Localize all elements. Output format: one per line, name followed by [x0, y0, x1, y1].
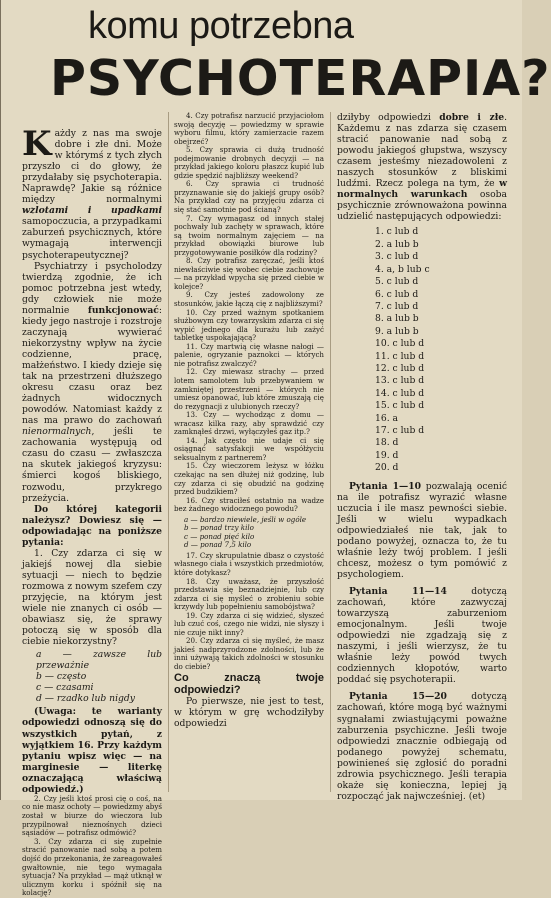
p2-text-a: Psychiatrzy i psycholodzy twierdzą zgodnie, że ich pomoc potrzebna jest wtedy, gdy człowiek nie może normalnie [22, 260, 162, 316]
p2-text-c: : kiedy jego nastroje i rozstroje zaczynają wywierać niekorzystny wpływ na życie codzienne, pracę, małżeństwo. I kiedy dzieje się tak na przestrzeni dłuższego okresu czasu oraz bez żadnych widocznych powodów. Natomiast każdy z nas ma prawo do zachowań [22, 304, 162, 427]
question-13: 13. Czy — wychodząc z domu — wracasz kilka razy, aby sprawdzić czy zamknąłeś drzwi, wyłączyłeś gaz itp.? [174, 410, 324, 437]
answer-key-row: 13. c lub d [375, 375, 425, 387]
answer-key-row: 4. a, b lub c [375, 263, 430, 275]
answer-key-row: 17. c lub d [375, 424, 425, 436]
answer-key-row: 8. a lub b [375, 313, 419, 325]
answer-key-row: 16. a [375, 412, 399, 424]
answer-key-row: 15. c lub d [375, 400, 425, 412]
answer-key-row: 18. d [375, 437, 399, 449]
answer-key [375, 226, 507, 474]
question-12: 12. Czy miewasz strachy — przed lotem samolotem lub przebywaniem w zamkniętej przestrzeni — których nie umiesz opanować, lub które zmuszają cię do rezygnacji z ulubionych rzeczy? [174, 367, 324, 411]
title-line-1: komu potrzebna [88, 5, 354, 47]
question-8: 8. Czy potrafisz zaręczać, jeśli ktoś niewłaściwie się wobec ciebie zachowuje — na przykład wpycha się przed ciebie w kolejce? [174, 256, 324, 291]
answer-key-row: 6. c lub d [375, 288, 419, 300]
column-2 [174, 112, 324, 729]
section-text: dotyczą zachowań, które mogą być ważnymi sygnałami zwiastującymi poważne zaburzenia psychiczne. Jeśli twoje odpowiedzi znacznie odbiegają od podanego powyżej schematu, powinieneś się zgłosić do poradni zdrowia psychicznego. Jeśli terapia okaże się konieczna, lepiej ją rozpocząć jak najwcześniej. [337, 691, 507, 802]
section-text: dotyczą zachowań, które zazwyczaj towarzyszą zaburzeniom emocjonalnym. Jeśli twoje odpowiedzi nie zgadzają się z naszymi, i jeśli wierzysz, że tu właśnie leży powód twych codziennych kłopotów, warto poddać się psychoterapii. [337, 586, 507, 686]
question-15: 15. Czy wieczorem leżysz w łóżku czekając na sen dłużej niż godzinę, lub czy zdarza ci się obudzić na godzinę przed budzikiem? [174, 461, 324, 497]
answer-key-row: 5. c lub d [375, 276, 419, 288]
section-15-20 [337, 691, 507, 801]
answer-key-row: 20. d [375, 462, 399, 474]
answer-option: d — rzadko lub nigdy [36, 693, 135, 705]
question-16: 16. Czy straciłeś ostatnio na wadze bez żadnego widocznego powodu? [174, 495, 324, 514]
paragraph-2 [22, 261, 162, 504]
question-7: 7. Czy wymagasz od innych stałej pochwały lub zachęty w sprawach, które są twoim normalnym zajęciem — na przykład obowiązki biurowe lub przygotowywanie posiłków dla rodziny? [174, 213, 324, 257]
question-18: 18. Czy uważasz, że przyszłość przedstawia się beznadziejnie, lub czy zdarza ci się myśleć o zrobieniu sobie krzywdy lub popełnieniu samobójstwa? [174, 576, 324, 612]
answer-options [36, 649, 162, 704]
answer-key-row: 1. c lub d [375, 226, 419, 238]
question-14: 14. Jak często nie udaje ci się osiągnąć satysfakcji we współżyciu seksualnym z partnerem? [174, 435, 324, 462]
answers-intro-e: osoba psychicznie zrównoważona powinna udzielić następujących odpowiedzi: [337, 189, 507, 223]
answer-key-row: 14. c lub d [375, 387, 425, 399]
answer-key-row: 9. a lub b [375, 325, 419, 337]
intro-emphasis: wzlotami i upadkami [22, 205, 162, 217]
section-text: pozwalają ocenić na ile potrafisz wyrazić własne uczucia i ile masz pewności siebie. Jeśli w wielu wypadkach odpowiedziałeś nie tak, jak to podano powyżej, oznacza to, że tu właśnie leży twój problem. I jeśli chcesz, możesz o tym pomówić z psychologiem. [337, 480, 508, 580]
q16-option: d — ponad 7,5 kilo [184, 540, 252, 550]
subheading-text: Po pierwsze, nie jest to test, w którym w grę wchodziłyby odpowiedzi [174, 695, 324, 729]
intro-text: ażdy z nas ma swoje dobre i złe dni. Może w którymś z tych złych przyszło ci do głowy, że przydałaby się psychoterapia. Naprawdę? Jakie są różnice między normalnymi [22, 128, 162, 206]
column-1 [22, 124, 162, 898]
p2-emphasis-d: nienormalnych [22, 426, 92, 438]
column-3 [337, 112, 507, 802]
answers-intro-b: dobre i złe [439, 112, 505, 123]
answers-intro-c: . Każdemu z nas zdarza się czasem stracić panowanie nad sobą z powodu jakiegoś głupstwa, wszyscy czasem jesteśmy niezadowoleni z naszych stosunków z bliskimi ludźmi. Rzecz polega na tym, że [337, 112, 507, 190]
answer-key-row: 2. a lub b [375, 238, 419, 250]
q16-option: a — bardzo niewiele, jeśli w ogóle [184, 514, 307, 524]
section-head: Pytania 15—20 [349, 691, 447, 703]
question-9: 9. Czy jesteś zadowolony ze stosunków, jakie łączą cię z najbliższymi? [174, 290, 324, 309]
answers-intro-d: w normalnych warunkach [337, 178, 507, 201]
column-divider [330, 112, 331, 792]
section-head: Pytania 11—14 [349, 586, 447, 598]
answer-key-row: 12. c lub d [375, 362, 425, 374]
question-4: 4. Czy potrafisz narzucić przyjaciołom swoją decyzję — powiedzmy w sprawie wyboru filmu, który zamierzacie razem obejrzeć? [174, 111, 324, 146]
question-6: 6. Czy sprawia ci trudność przyznawanie się do jakiejś grupy osób? Na przykład czy na przyjęciu zdarza ci się stać samotnie pod ścianą? [174, 179, 324, 215]
page-edge [0, 0, 1, 800]
note: (Uwaga: te warianty odpowiedzi odnoszą się do wszystkich pytań, z wyjątkiem 16. Przy każdym pytaniu wpisz więc — na marginesie — literkę oznaczającą właściwą odpowiedź.) [22, 706, 162, 795]
section-1-10 [337, 481, 507, 580]
answer-option: c — czasami [36, 682, 94, 694]
question-5: 5. Czy sprawia ci dużą trudność podejmowanie drobnych decyzji — na przykład jakiego koloru płaszcz kupić lub gdzie spędzić najbliższy weekend? [174, 145, 324, 180]
question-19: 19. Czy zdarza ci się widzieć, słyszeć lub czuć coś, czego nie widzi, nie słyszy i nie czuje nikt inny? [174, 610, 324, 637]
answers-intro [337, 112, 507, 222]
column-divider [168, 112, 169, 792]
p2-emphasis-b: funkcjonować [87, 304, 159, 316]
signature: (et) [468, 790, 486, 802]
question-20: 20. Czy zdarza ci się myśleć, że masz jakieś nadprzyrodzone zdolności, lub że inni używają takich zdolności w stosunku do ciebie? [174, 636, 324, 671]
answers-intro-a: dziłyby odpowiedzi [337, 112, 440, 123]
question-3: 3. Czy zdarza ci się zupełnie stracić panowanie nad sobą a potem dojść do przekonania, że zareagowałeś gwałtownie, nie tego wymagała sytuacja? Na przykład — mąż utknął w ulicznym korku i spóźnił się na kolację? [22, 836, 162, 898]
question-1: 1. Czy zdarza ci się w jakiejś nowej dla siebie sytuacji — niech to będzie rozmowa z nowym szefem czy przyjęcie, na którym jest wiele nie znanych ci osób — obawiasz się, że sprawy potoczą się w sposób dla ciebie niekorzystny? [22, 547, 162, 648]
answer-option: b — często [36, 671, 87, 683]
answer-key-row: 10. c lub d [375, 338, 425, 350]
intro-paragraph [22, 124, 162, 261]
question-17: 17. Czy skrupulatnie dbasz o czystość własnego ciała i wszystkich przedmiotów, które dotykasz? [174, 550, 324, 577]
section-11-14 [337, 586, 507, 685]
question-heading: Do której kategorii należysz? Dowiesz się — odpowiadając na poniższe pytania: [22, 503, 162, 548]
answer-key-row: 19. d [375, 449, 399, 461]
intro-text-end: samopoczucia, a przypadkami zaburzeń psychicznych, które wymagają interwencji psychoterapeutycznej? [22, 216, 162, 261]
section-head: Pytania 1—10 [349, 480, 421, 492]
p2-text-e: , jeśli te zachowania występują od czasu do czasu — zwłaszcza na skutek jakiegoś kryzysu: śmierci kogoś bliskiego, rozwodu, przykrego przeżycia. [22, 426, 162, 504]
q16-options [184, 516, 324, 550]
title-line-2: PSYCHOTERAPIA? [50, 50, 551, 107]
question-2: 2. Czy jeśli ktoś prosi cię o coś, na co nie masz ochoty — powiedzmy abyś został w biurze do wieczora lub przypilnował nieznośnych dzieci sąsiadów — potrafisz odmówić? [22, 793, 162, 838]
answer-key-row: 3. c lub d [375, 251, 419, 263]
question-10: 10. Czy przed ważnym spotkaniem służbowym czy towarzyskim zdarza ci się wypić jednego dla kurażu lub zażyć tabletkę uspokajającą? [174, 307, 324, 343]
q16-option: c — ponad pięć kilo [184, 531, 255, 541]
answer-option: a — zawsze lub przeważnie [36, 649, 162, 672]
drop-cap: K [22, 124, 52, 164]
q16-option: b — ponad trzy kilo [184, 523, 254, 533]
answer-key-row: 7. c lub d [375, 300, 419, 312]
answer-key-row: 11. c lub d [375, 350, 425, 362]
subheading: Co znaczą twoje odpowiedzi? [174, 671, 324, 696]
question-11: 11. Czy martwią cię własne nałogi — palenie, ogryzanie paznokci — których nie potrafisz zwalczyć? [174, 341, 324, 368]
